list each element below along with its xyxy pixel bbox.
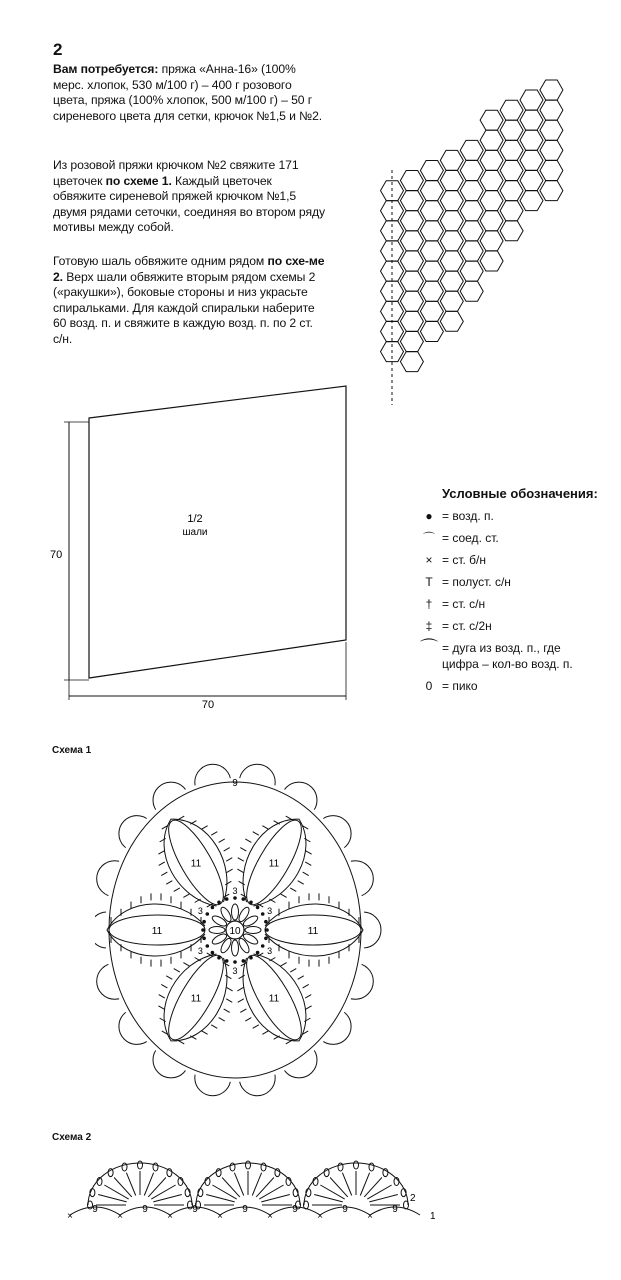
materials-paragraph	[53, 62, 325, 124]
petal-chain-count: 11	[190, 858, 202, 870]
legend-item: † = ст. с/н	[420, 596, 598, 612]
hexagon-cell	[400, 291, 423, 311]
hexagon-cell	[480, 191, 503, 211]
legend-item: ⌒ = соед. ст.	[420, 530, 598, 546]
chain-dot	[202, 937, 206, 941]
hexagon-cell	[500, 161, 523, 181]
hexagon-cell	[460, 181, 483, 201]
hexagon-cell	[540, 161, 563, 181]
picot	[369, 1163, 374, 1171]
chain-dot	[249, 901, 253, 905]
hexagon-cell	[480, 110, 503, 130]
hexagon-cell	[500, 120, 523, 140]
chain-arc-icon: ⌒	[420, 638, 438, 658]
chain-dot	[233, 960, 237, 964]
hexagon-cell	[420, 221, 443, 241]
chain-dot	[206, 912, 210, 916]
step1-paragraph	[53, 158, 325, 236]
hexagon-cell	[440, 271, 463, 291]
hexagon-cell	[520, 130, 543, 150]
chain-dot	[206, 944, 210, 948]
section-number: 2	[53, 40, 63, 59]
hexagon-cell	[480, 130, 503, 150]
row-1-label: 1	[430, 1211, 436, 1222]
step2-text-b: Верх шали обвяжите вторым рядом схемы 2 («ракушки»), боковые стороны и низ украсьте спиральками. Для каждой спиральки наберите 60 возд. п. и свяжите в каждую возд. п. по 2 ст. с/н.	[53, 269, 316, 346]
double-crochet-icon: †	[425, 597, 433, 611]
hexagon-cell	[440, 191, 463, 211]
hexagon-cell	[520, 191, 543, 211]
scheme1-caption: Схема 1	[52, 745, 92, 756]
hexagon-cell	[500, 201, 523, 221]
hexagon-cell	[400, 311, 423, 331]
chain-dot	[225, 959, 229, 963]
hexagon-cell	[400, 171, 423, 191]
hexagon-cell	[540, 100, 563, 120]
chain-dot	[211, 906, 215, 910]
petal-chain-count: 11	[151, 926, 163, 937]
legend-item: ‡ = ст. с/2н	[420, 618, 598, 634]
hexagon-cell	[460, 140, 483, 160]
chain-dot	[225, 897, 229, 901]
hexagon-cell	[420, 201, 443, 221]
hexagon-cell	[420, 261, 443, 281]
hexagon-cell	[420, 241, 443, 261]
chain-dot	[211, 951, 215, 955]
center-chain-count: 10	[229, 926, 241, 937]
hexagon-cell	[400, 332, 423, 352]
treble-crochet-icon: ‡	[425, 619, 433, 633]
half-shawl-label-2: шали	[182, 527, 208, 538]
hexagon-cell	[540, 140, 563, 160]
shawl-outline	[89, 386, 346, 678]
sc-mark: ×	[217, 1211, 223, 1222]
scheme2-caption: Схема 2	[52, 1132, 92, 1143]
step2-scheme-ref: по схе-ме 2.	[53, 254, 325, 284]
hexagon-cell	[400, 352, 423, 372]
hexagon-cell	[500, 181, 523, 201]
hexagon-cell	[400, 271, 423, 291]
inner-arc-count: 3	[197, 906, 203, 916]
single-crochet-icon: ×	[425, 553, 433, 567]
outer-arc-count: 9	[232, 778, 238, 789]
hexagon-cell	[420, 161, 443, 181]
chain-dot	[264, 937, 268, 941]
legend-item: × = ст. б/н	[420, 552, 598, 568]
hexagon-cell	[420, 301, 443, 321]
arc-count: 9	[242, 1204, 248, 1215]
half-shawl-label: 1/2	[187, 513, 203, 525]
chain-dot	[217, 901, 221, 905]
hexagon-cell	[420, 181, 443, 201]
width-label: 70	[201, 699, 215, 710]
legend-item: ● = возд. п.	[420, 508, 598, 524]
hexagon-cell	[480, 251, 503, 271]
step2-paragraph	[53, 254, 325, 348]
height-label: 70	[50, 549, 63, 561]
inner-arc-count: 3	[232, 966, 238, 976]
hexagon-cell	[420, 281, 443, 301]
step1-scheme-ref: по схеме 1.	[105, 173, 172, 188]
picot	[261, 1163, 266, 1171]
scheme2-edging-diagram	[60, 1150, 450, 1230]
arc-count: 9	[92, 1204, 98, 1215]
hexagon-cell	[520, 171, 543, 191]
inner-arc-count: 3	[267, 906, 273, 916]
chain-dot	[261, 944, 265, 948]
chain-dot	[256, 906, 260, 910]
arc-count: 9	[142, 1204, 148, 1215]
hexagon-cell	[480, 171, 503, 191]
chain-stitch-icon: ●	[425, 509, 433, 523]
chain-dot	[249, 956, 253, 960]
step2-text-a: Готовую шаль обвяжите одним рядом	[53, 254, 268, 268]
legend	[420, 486, 598, 694]
hexagon-cell	[460, 241, 483, 261]
petal-chain-count: 11	[307, 926, 319, 937]
arc-count: 9	[292, 1204, 298, 1215]
sc-mark: ×	[67, 1211, 73, 1222]
petal-chain-count: 11	[190, 993, 202, 1005]
slip-stitch-icon: ⌒	[422, 531, 435, 545]
legend-item: 0 = пико	[420, 678, 598, 694]
hexagon-cell	[500, 100, 523, 120]
sc-mark: ×	[267, 1211, 273, 1222]
materials-text: пряжа «Анна-16» (100% мерс. хлопок, 530 м/100 г) – 400 г розового цвета, пряжа (100% хлопок, 500 м/100 г) – 50 г сиреневого цвета для сетки, крючок №1,5 и №2.	[53, 62, 323, 123]
hexagon-cell	[440, 150, 463, 170]
chain-dot	[217, 956, 221, 960]
picot	[230, 1163, 235, 1171]
chain-dot	[265, 928, 269, 932]
picot	[338, 1163, 343, 1171]
picot	[122, 1163, 127, 1171]
hexagon-layout-diagram	[370, 60, 610, 410]
inner-arc-count: 3	[267, 946, 273, 956]
hexagon-cell	[420, 322, 443, 342]
hexagon-cell	[500, 140, 523, 160]
hexagon-cell	[440, 291, 463, 311]
picot	[354, 1161, 359, 1169]
picot	[153, 1163, 158, 1171]
legend-item: ⌒ = дуга из возд. п., где цифра – кол-во возд. п.	[420, 638, 573, 671]
hexagon-cell	[480, 211, 503, 231]
hexagon-cell	[381, 201, 404, 221]
petal-chain-count: 11	[268, 993, 280, 1005]
step1-text-b: Каждый цветочек обвяжите сиреневой пряжей крючком №1,5 двумя рядами сеточки, соединяя во втором ряду мотивы между собой.	[53, 173, 325, 235]
sc-mark: ×	[367, 1211, 373, 1222]
hexagon-cell	[540, 181, 563, 201]
hexagon-cell	[480, 150, 503, 170]
chain-dot	[202, 920, 206, 924]
chain-dot	[201, 928, 205, 932]
picot-icon: 0	[425, 679, 433, 693]
arc-count: 9	[342, 1204, 348, 1215]
hexagon-cell	[520, 150, 543, 170]
hexagon-cell	[520, 110, 543, 130]
hexagon-cell	[460, 201, 483, 221]
hexagon-cell	[460, 281, 483, 301]
hexagon-cell	[440, 231, 463, 251]
hexagon-cell	[540, 80, 563, 100]
hexagon-cell	[400, 251, 423, 271]
chain-dot	[242, 959, 246, 963]
row-2-label: 2	[410, 1193, 416, 1204]
arc-count: 9	[392, 1204, 398, 1215]
hexagon-cell	[440, 251, 463, 271]
inner-arc-count: 3	[197, 946, 203, 956]
chain-dot	[256, 951, 260, 955]
legend-title: Условные обозначения:	[442, 486, 598, 501]
chain-dot	[264, 920, 268, 924]
scheme1-flower-diagram	[95, 762, 425, 1102]
legend-item: T = полуст. с/н	[420, 574, 598, 590]
hexagon-cell	[440, 171, 463, 191]
hexagon-cell	[480, 231, 503, 251]
hexagon-cell	[400, 191, 423, 211]
hexagon-cell	[460, 221, 483, 241]
hexagon-cell	[460, 261, 483, 281]
hexagon-cell	[520, 90, 543, 110]
arc-count: 9	[192, 1204, 198, 1215]
picot	[138, 1161, 143, 1169]
hexagon-cell	[400, 211, 423, 231]
hexagon-cell	[540, 120, 563, 140]
inner-arc-count: 3	[232, 886, 238, 896]
sc-mark: ×	[317, 1211, 323, 1222]
materials-heading: Вам потребуется:	[53, 62, 159, 76]
hexagon-cell	[500, 221, 523, 241]
shawl-pattern-diagram	[40, 380, 370, 710]
picot	[246, 1161, 251, 1169]
half-double-icon: T	[425, 575, 433, 589]
step1-text-a: Из розовой пряжи крючком №2 свяжите 171 цветочек	[53, 158, 299, 188]
hexagon-cell	[400, 231, 423, 251]
petal-chain-count: 11	[268, 858, 280, 870]
hexagon-cell	[460, 161, 483, 181]
hexagon-cell	[440, 311, 463, 331]
chain-dot	[233, 896, 237, 900]
chain-dot	[242, 897, 246, 901]
sc-mark: ×	[167, 1211, 173, 1222]
hexagon-cell	[440, 211, 463, 231]
sc-mark: ×	[117, 1211, 123, 1222]
chain-dot	[261, 912, 265, 916]
